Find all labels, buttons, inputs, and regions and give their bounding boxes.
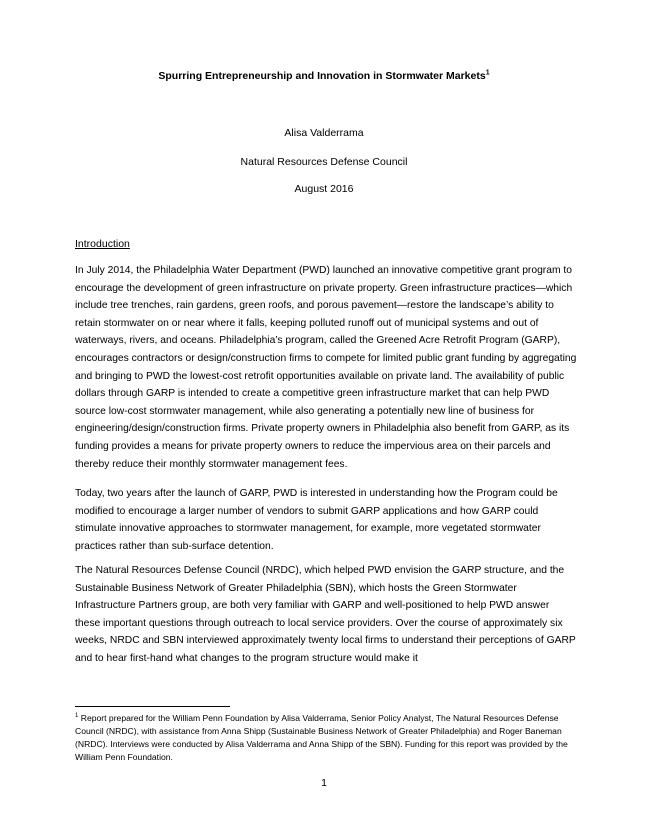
author-name: Alisa Valderrama xyxy=(284,127,364,139)
section-heading: Introduction xyxy=(75,238,130,250)
footnote-separator xyxy=(75,706,230,707)
publication-date: August 2016 xyxy=(294,183,354,195)
paragraph-3: The Natural Resources Defense Council (NRDC), which helped PWD envision the GARP structure, and the Sustainable Business Network of Greater Philadelphia (SBN), which hosts the Green Stormwater Infrastructure Partners group, are both very familiar with GARP and well-positioned to help PWD answer these important questions through outreach to local service providers. Over the course of approximately six weeks, NRDC and SBN interviewed approximately twenty local firms to understand their perceptions of GARP and to hear first-hand what changes to the program structure would make it xyxy=(75,565,576,664)
document-title-text: Spurring Entrepreneurship and Innovation in Stormwater Markets xyxy=(158,70,486,82)
paragraph-1: In July 2014, the Philadelphia Water Department (PWD) launched an innovative competitive grant program to encourage the development of green infrastructure on private property. Green infrastructure practices—which include tree trenches, rain gardens, green roofs, and porous pavement—restore the landscape’s ability to retain stormwater on or near where it falls, keeping polluted runoff out of municipal systems and out of waterways, rivers, and oceans. Philadelphia’s program, called the Greened Acre Retrofit Program (GARP), encourages contractors or design/construction firms to compete for limited public grant funding by aggregating and bringing to PWD the lowest-cost retrofit opportunities available on private land. The availability of public dollars through GARP is intended to create a competitive green infrastructure market that can help PWD source low-cost stormwater management, while also generating a potentially new line of business for engineering/design/construction firms. Private property owners in Philadelphia also benefit from GARP, as its funding provides a means for private property owners to reduce the impervious area on their parcels and thereby reduce their monthly stormwater management fees. xyxy=(75,265,577,470)
document-title xyxy=(0,70,648,82)
title-footnote-marker: 1 xyxy=(485,69,490,77)
footnote xyxy=(75,712,575,764)
paragraph-2: Today, two years after the launch of GARP, PWD is interested in understanding how the Program could be modified to encourage a larger number of vendors to submit GARP applications and how GARP could stimulate innovative approaches to stormwater management, for example, more vegetated stormwater practices rather than sub-surface detention. xyxy=(75,488,558,552)
page-number: 1 xyxy=(321,777,327,789)
footnote-marker: 1 xyxy=(75,713,79,720)
organization-name: Natural Resources Defense Council xyxy=(240,156,408,168)
footnote-text: Report prepared for the William Penn Foundation by Alisa Valderrama, Senior Policy Analyst, The Natural Resources Defense Council (NRDC), with assistance from Anna Shipp (Sustainable Business Network of Greater Philadelphia) and Roger Baneman (NRDC). Interviews were conducted by Alisa Valderrama and Anna Shipp of the SBN). Funding for this report was provided by the William Penn Foundation. xyxy=(75,713,568,762)
